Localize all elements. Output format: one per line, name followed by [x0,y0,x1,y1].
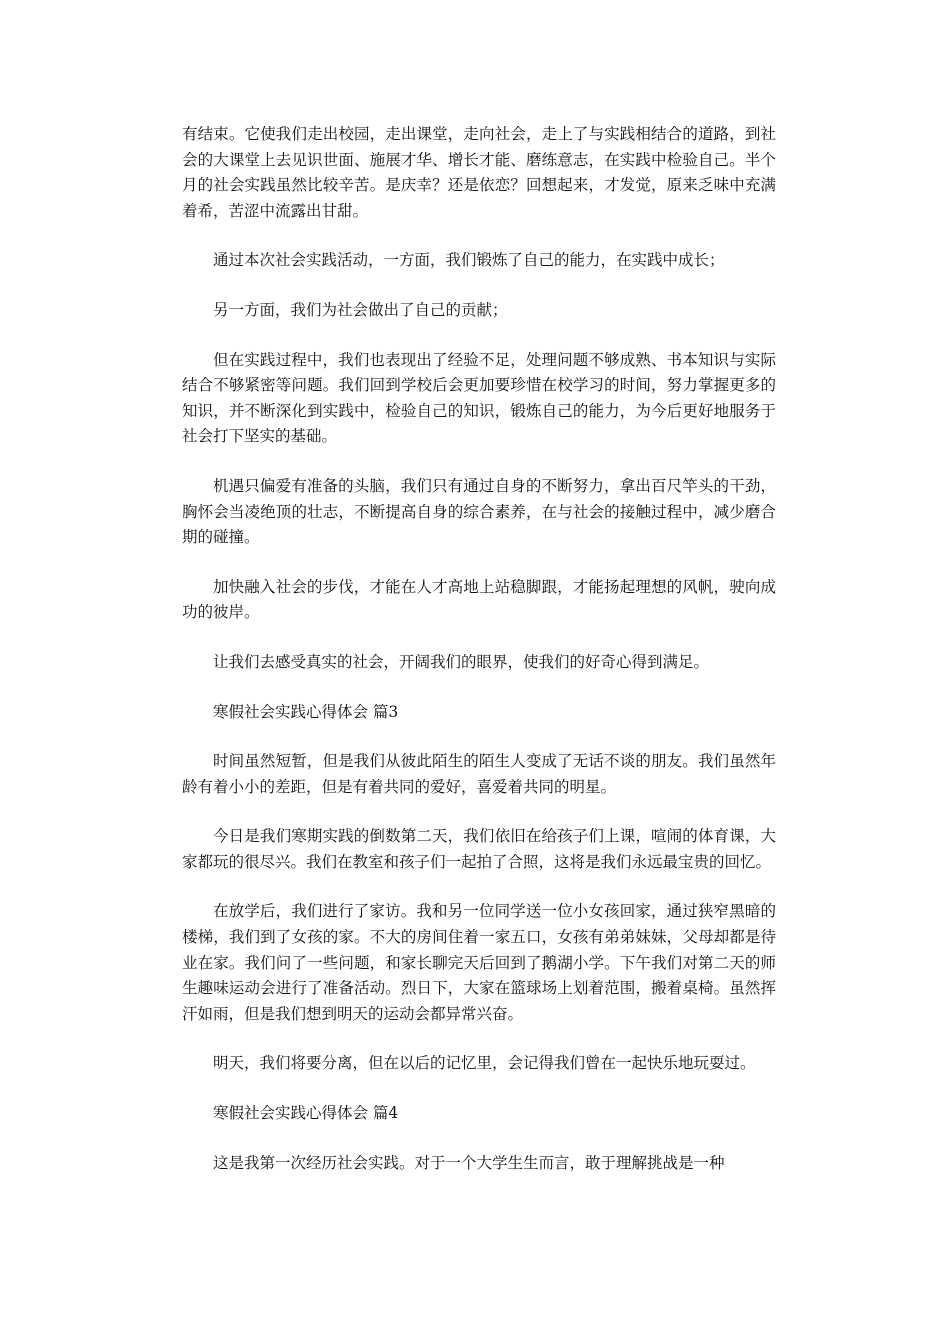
paragraph: 加快融入社会的步伐，才能在人才高地上站稳脚跟，才能扬起理想的风帆，驶向成功的彼岸。 [182,577,776,622]
section-heading: 寒假社会实践心得体会 篇4 [213,1104,399,1123]
paragraph: 机遇只偏爱有准备的头脑，我们只有通过自身的不断努力，拿出百尺竿头的干劲，胸怀会当凌绝顶的壮志，不断提高自身的综合素养，在与社会的接触过程中，减少磨合期的碰撞。 [182,476,776,547]
paragraph: 通过本次社会实践活动，一方面，我们锻炼了自己的能力，在实践中成长； [213,251,725,270]
paragraph: 这是我第一次经历社会实践。对于一个大学生生而言，敢于理解挑战是一种 [213,1153,725,1172]
paragraph: 在放学后，我们进行了家访。我和另一位同学送一位小女孩回家，通过狭窄黑暗的楼梯，我们到了女孩的家。不大的房间住着一家五口，女孩有弟弟妹妹，父母却都是待业在家。我们问了一些问题，和家长聊完天后回到了鹅湖小学。下午我们对第二天的师生趣味运动会进行了准备活动。烈日下，大家在篮球场上划着范围，搬着桌椅。虽然挥汗如雨，但是我们想到明天的运动会都异常兴奋。 [182,902,776,1023]
paragraph-continuation: 有结束。它使我们走出校园，走出课堂，走向社会，走上了与实践相结合的道路，到社会的大课堂上去见识世面、施展才华、增长才能、磨练意志，在实践中检验自己。半个月的社会实践虽然比较辛苦。是庆幸？还是依恋？回想起来，才发觉，原来乏味中充满着希，苦涩中流露出甘甜。 [182,125,776,220]
paragraph: 但在实践过程中，我们也表现出了经验不足，处理问题不够成熟、书本知识与实际结合不够紧密等问题。我们回到学校后会更加要珍惜在校学习的时间，努力掌握更多的知识，并不断深化到实践中，检验自己的知识，锻炼自己的能力，为今后更好地服务于社会打下坚实的基础。 [182,350,776,446]
document-page [182,122,776,1200]
paragraph: 另一方面，我们为社会做出了自己的贡献； [213,300,508,319]
section-heading: 寒假社会实践心得体会 篇3 [213,702,399,721]
paragraph: 今日是我们寒期实践的倒数第二天，我们依旧在给孩子们上课，喧闹的体育课，大家都玩的很尽兴。我们在教室和孩子们一起拍了合照，这将是我们永远最宝贵的回忆。 [182,827,776,871]
paragraph: 时间虽然短暂，但是我们从彼此陌生的陌生人变成了无话不谈的朋友。我们虽然年龄有着小小的差距，但是有着共同的爱好，喜爱着共同的明星。 [182,752,776,796]
paragraph: 让我们去感受真实的社会，开阔我们的眼界，使我们的好奇心得到满足。 [213,652,710,671]
paragraph: 明天，我们将要分离，但在以后的记忆里，会记得我们曾在一起快乐地玩耍过。 [213,1054,756,1073]
